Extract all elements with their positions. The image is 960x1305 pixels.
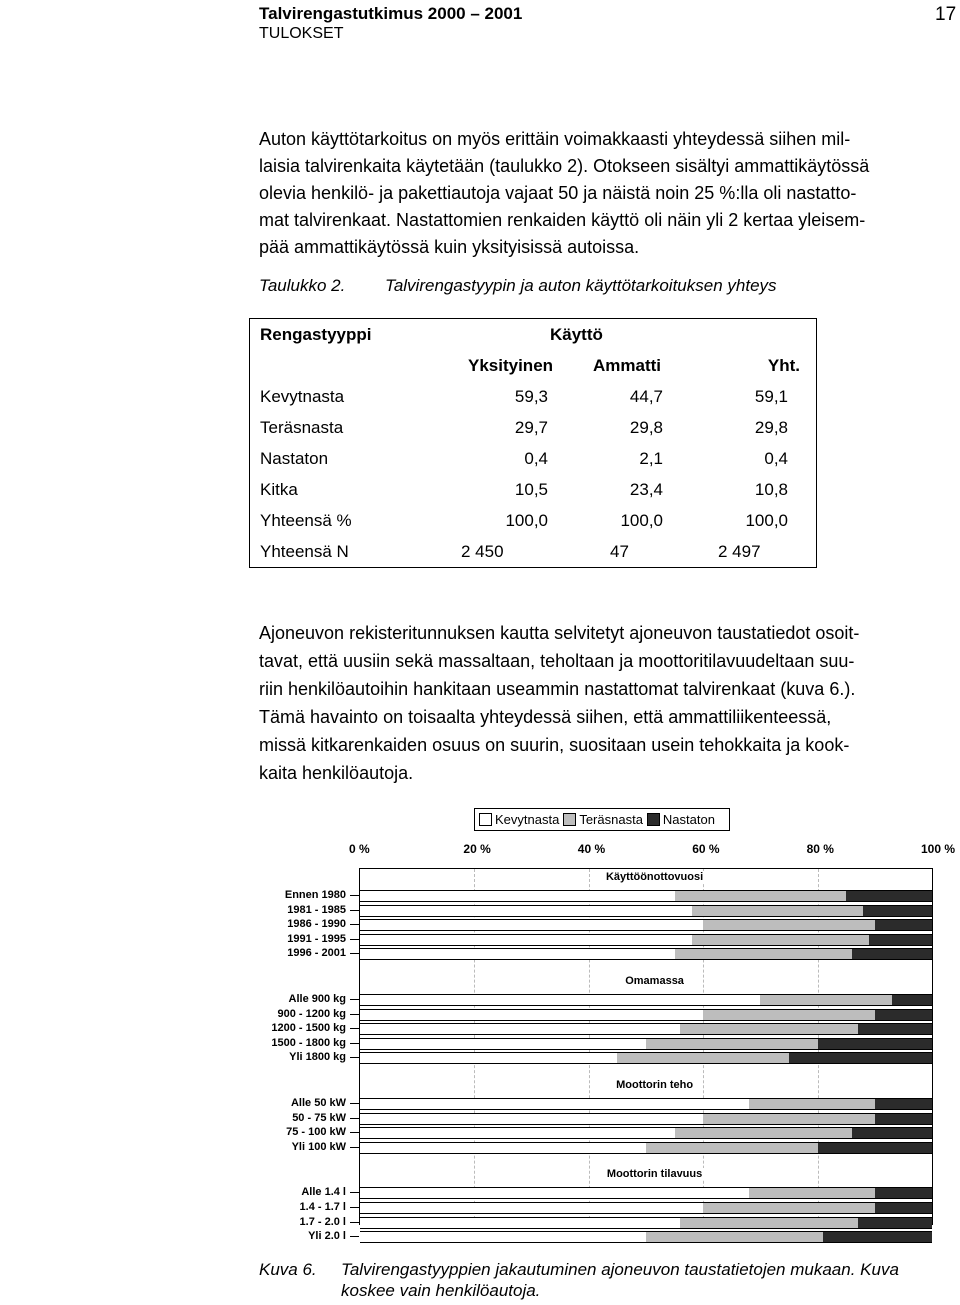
stacked-bar: [360, 1217, 932, 1229]
bar-segment-nastaton: [863, 905, 932, 917]
table-row: [250, 381, 817, 412]
cell-professional: 29,8: [629, 417, 663, 437]
table-row: [250, 505, 817, 536]
x-tick-label: 0 %: [349, 842, 370, 856]
cell-total: 0,4: [764, 448, 788, 468]
stacked-bar: [360, 948, 932, 960]
cell-private: 29,7: [514, 417, 548, 437]
category-label: 900 - 1200 kg: [277, 1007, 346, 1020]
bar-segment-nastaton: [852, 948, 932, 960]
bar-segment-teräsnasta: [646, 1231, 823, 1243]
row-label: Yhteensä N: [260, 541, 349, 561]
category-label: Alle 50 kW: [290, 1097, 346, 1109]
paragraph-line: Tämä havainto on toisaalta yhteydessä siihen, että ammattiliikenteessä,: [259, 707, 832, 727]
col-header-total: Yht.: [767, 355, 800, 375]
bar-segment-nastaton: [875, 1187, 932, 1199]
bar-segment-teräsnasta: [675, 1127, 852, 1139]
category-label: Ennen 1980: [284, 889, 346, 901]
bar-segment-kevytnasta: [360, 1127, 675, 1139]
bar-segment-nastaton: [875, 1113, 932, 1125]
col-header-tire-type: Rengastyyppi: [260, 324, 372, 344]
legend-item-nastaton: [647, 812, 715, 827]
bar-segment-nastaton: [875, 1009, 932, 1021]
paragraph-line: kaita henkilöautoja.: [259, 763, 414, 783]
bar-segment-kevytnasta: [360, 1009, 703, 1021]
y-tick: [350, 1014, 359, 1015]
category-label: Yli 1800 kg: [289, 1051, 346, 1064]
bar-segment-nastaton: [789, 1052, 932, 1064]
category-label: 1991 - 1995: [287, 932, 346, 945]
table-subheader-row: [250, 350, 817, 381]
category-label: 1996 - 2001: [287, 947, 346, 960]
stacked-bar: [360, 905, 932, 917]
paragraph-line: Ajoneuvon rekisteritunnuksen kautta selvitetyt ajoneuvon taustatiedot osoit-: [259, 623, 860, 643]
legend-label: Teräsnasta: [579, 812, 643, 827]
bar-segment-nastaton: [818, 1038, 932, 1050]
bar-segment-teräsnasta: [703, 919, 875, 931]
y-tick: [350, 910, 359, 911]
y-tick: [350, 1057, 359, 1058]
group-title: Moottorin teho: [616, 1079, 694, 1091]
bar-segment-kevytnasta: [360, 1187, 749, 1199]
bar-segment-nastaton: [852, 1127, 932, 1139]
bar-segment-kevytnasta: [360, 890, 675, 902]
bar-segment-teräsnasta: [703, 1113, 875, 1125]
category-label: 1500 - 1800 kg: [271, 1036, 346, 1049]
bar-segment-kevytnasta: [360, 1217, 680, 1229]
legend-swatch: [479, 813, 492, 826]
bar-segment-nastaton: [846, 890, 932, 902]
paragraph-line: laisia talvirenkaita käytetään (taulukko 2). Otokseen sisältyi ammattikäytössä: [259, 156, 870, 176]
table-header-row: [250, 319, 817, 351]
bar-segment-nastaton: [875, 1098, 932, 1110]
x-tick-label: 80 %: [806, 842, 834, 856]
cell-professional: 47: [610, 541, 629, 561]
category-label: 1.7 - 2.0 l: [299, 1215, 346, 1228]
legend-swatch: [647, 813, 660, 826]
bar-segment-nastaton: [823, 1231, 932, 1243]
intro-paragraph: [259, 126, 949, 261]
stacked-bar: [360, 1231, 932, 1243]
bar-segment-kevytnasta: [360, 1038, 646, 1050]
y-tick: [350, 1207, 359, 1208]
group-title: Käyttöönottovuosi: [605, 871, 704, 883]
stacked-bar: [360, 1127, 932, 1139]
bar-segment-kevytnasta: [360, 1098, 749, 1110]
paragraph-line: tavat, että uusiin sekä massaltaan, teholtaan ja moottoritilavuudeltaan suu-: [259, 651, 855, 671]
stacked-bar: [360, 1052, 932, 1064]
bar-segment-kevytnasta: [360, 905, 692, 917]
category-label: Yli 100 kW: [291, 1140, 346, 1153]
table-row: [250, 443, 817, 474]
stacked-bar: [360, 1187, 932, 1199]
category-label: Alle 1.4 l: [301, 1186, 346, 1199]
bar-segment-nastaton: [892, 994, 932, 1006]
table-row: [250, 412, 817, 443]
group-title: Moottorin tilavuus: [606, 1168, 703, 1181]
col-header-private: Yksityinen: [468, 355, 554, 375]
y-tick: [350, 1192, 359, 1193]
legend-swatch: [563, 813, 576, 826]
row-label: Teräsnasta: [260, 417, 344, 437]
y-tick: [350, 1028, 359, 1029]
paragraph-line: riin henkilöautoihin hankitaan useammin nastattomat talvirenkaat (kuva 6.).: [259, 679, 856, 699]
category-label: Yli 2.0 l: [308, 1230, 346, 1243]
bar-segment-teräsnasta: [749, 1187, 875, 1199]
row-label: Kevytnasta: [260, 386, 345, 406]
category-label: Alle 900 kg: [288, 993, 346, 1005]
bar-segment-kevytnasta: [360, 994, 760, 1006]
stacked-bar: [360, 1142, 932, 1154]
row-label: Nastaton: [260, 448, 329, 468]
figure-caption-line: koskee vain henkilöautoja.: [341, 1281, 541, 1300]
bar-segment-teräsnasta: [617, 1052, 789, 1064]
bar-segment-teräsnasta: [675, 890, 847, 902]
y-tick: [350, 1118, 359, 1119]
y-tick: [350, 1132, 359, 1133]
stacked-bar: [360, 994, 932, 1006]
stacked-bar-chart: [359, 868, 933, 1225]
row-label: Yhteensä %: [260, 510, 352, 530]
table-caption-text: Talvirengastyypin ja auton käyttötarkoituksen yhteys: [385, 276, 777, 295]
stacked-bar: [360, 1023, 932, 1035]
cell-professional: 44,7: [629, 386, 663, 406]
bar-segment-kevytnasta: [360, 948, 675, 960]
cell-total: 29,8: [754, 417, 788, 437]
paragraph-line: olevia henkilö- ja pakettiautoja vajaat 50 ja näistä noin 25 %:lla oli nastatto-: [259, 183, 857, 203]
x-tick-label: 60 %: [692, 842, 720, 856]
col-header-professional: Ammatti: [593, 355, 662, 375]
bar-segment-teräsnasta: [675, 948, 852, 960]
stacked-bar: [360, 934, 932, 946]
stacked-bar: [360, 1113, 932, 1125]
bar-segment-nastaton: [818, 1142, 932, 1154]
bar-segment-teräsnasta: [646, 1142, 818, 1154]
y-tick: [350, 1103, 359, 1104]
bar-segment-nastaton: [858, 1023, 932, 1035]
bar-segment-teräsnasta: [680, 1023, 857, 1035]
table-caption-label: Taulukko 2.: [259, 276, 346, 295]
paragraph-line: pää ammattikäytössä kuin yksityisissä autoissa.: [259, 237, 640, 257]
running-header-subtitle: TULOKSET: [259, 25, 344, 42]
bar-segment-kevytnasta: [360, 919, 703, 931]
x-tick-label: 20 %: [463, 842, 491, 856]
y-tick: [350, 895, 359, 896]
y-tick: [350, 953, 359, 954]
legend-item-kevytnasta: [479, 812, 559, 827]
chart-legend: [474, 808, 730, 831]
cell-private: 100,0: [505, 510, 548, 530]
bar-segment-teräsnasta: [703, 1202, 875, 1214]
body-paragraph: [259, 619, 949, 787]
cell-total: 100,0: [745, 510, 788, 530]
legend-label: Kevytnasta: [495, 812, 560, 827]
bar-segment-nastaton: [869, 934, 932, 946]
paragraph-line: missä kitkarenkaiden osuus on suurin, suositaan usein tehokkaita ja kook-: [259, 735, 850, 755]
running-header-title: Talvirengastutkimus 2000 – 2001: [259, 4, 523, 23]
category-label: 75 - 100 kW: [286, 1126, 346, 1139]
stacked-bar: [360, 919, 932, 931]
y-tick: [350, 999, 359, 1000]
bar-segment-teräsnasta: [703, 1009, 875, 1021]
cell-professional: 100,0: [620, 510, 663, 530]
x-tick-label: 100 %: [921, 842, 956, 856]
category-label: 1986 - 1990: [287, 918, 346, 931]
cell-professional: 2,1: [639, 448, 663, 468]
y-tick: [350, 939, 359, 940]
bar-segment-teräsnasta: [680, 1217, 857, 1229]
bar-segment-kevytnasta: [360, 1202, 703, 1214]
cell-total: 10,8: [754, 479, 788, 499]
bar-segment-teräsnasta: [749, 1098, 875, 1110]
bar-segment-kevytnasta: [360, 1052, 617, 1064]
stacked-bar: [360, 1038, 932, 1050]
cell-private: 2 450: [461, 541, 504, 561]
bar-segment-teräsnasta: [692, 905, 864, 917]
legend-item-terasnasta: [563, 812, 643, 827]
paragraph-line: mat talvirenkaat. Nastattomien renkaiden käyttö oli näin yli 2 kertaa yleisem-: [259, 210, 866, 230]
cell-total: 2 497: [718, 541, 761, 561]
cell-private: 10,5: [514, 479, 548, 499]
cell-total: 59,1: [754, 386, 788, 406]
bar-segment-teräsnasta: [760, 994, 892, 1006]
y-tick: [350, 924, 359, 925]
cell-professional: 23,4: [629, 479, 663, 499]
bar-segment-kevytnasta: [360, 1113, 703, 1125]
stacked-bar: [360, 890, 932, 902]
stacked-bar: [360, 1098, 932, 1110]
category-label: 1.4 - 1.7 l: [299, 1201, 346, 1213]
stacked-bar: [360, 1009, 932, 1021]
page-number: 17: [935, 4, 957, 25]
y-tick: [350, 1236, 359, 1237]
row-label: Kitka: [260, 479, 298, 499]
col-header-usage: Käyttö: [550, 324, 603, 344]
cell-private: 59,3: [514, 386, 548, 406]
table-row: [250, 536, 817, 568]
table-row: [250, 474, 817, 505]
bar-segment-kevytnasta: [360, 934, 692, 946]
bar-segment-teräsnasta: [646, 1038, 818, 1050]
bar-segment-kevytnasta: [360, 1231, 646, 1243]
figure-caption-line: Talvirengastyyppien jakautuminen ajoneuvon taustatietojen mukaan. Kuva: [341, 1260, 899, 1279]
bar-segment-kevytnasta: [360, 1142, 646, 1154]
category-label: 1981 - 1985: [287, 903, 346, 916]
bar-segment-nastaton: [875, 1202, 932, 1214]
y-tick: [350, 1043, 359, 1044]
y-tick: [350, 1222, 359, 1223]
tire-type-usage-table: [249, 318, 817, 568]
bar-segment-nastaton: [858, 1217, 932, 1229]
category-label: 50 - 75 kW: [292, 1111, 346, 1124]
stacked-bar: [360, 1202, 932, 1214]
category-label: 1200 - 1500 kg: [271, 1022, 346, 1035]
figure-caption-text: [341, 1259, 899, 1301]
bar-segment-nastaton: [875, 919, 932, 931]
bar-segment-teräsnasta: [692, 934, 869, 946]
paragraph-line: Auton käyttötarkoitus on myös erittäin voimakkaasti yhteydessä siihen mil-: [259, 129, 851, 149]
group-title: Omamassa: [625, 975, 684, 987]
bar-segment-kevytnasta: [360, 1023, 680, 1035]
legend-label: Nastaton: [662, 812, 715, 827]
y-tick: [350, 1147, 359, 1148]
figure-caption-label: Kuva 6.: [259, 1260, 317, 1279]
x-tick-label: 40 %: [577, 842, 606, 856]
cell-private: 0,4: [524, 448, 548, 468]
